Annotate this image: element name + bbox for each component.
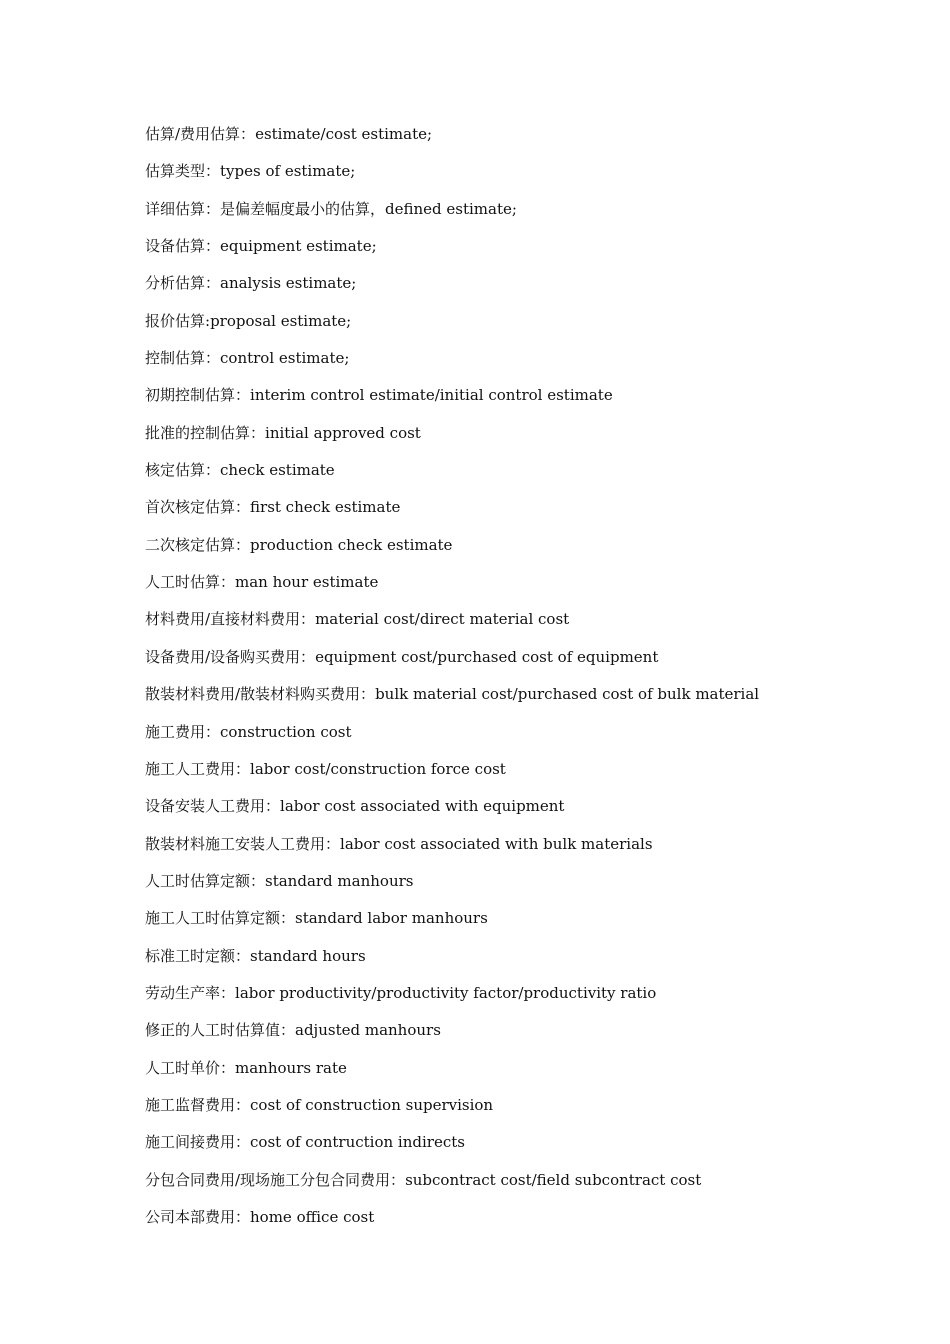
- term-chinese: 施工监督费用：: [145, 1095, 251, 1114]
- term-chinese: 施工人工费用：: [145, 759, 251, 778]
- term-chinese: 施工间接费用：: [145, 1133, 251, 1152]
- glossary-entry: [145, 570, 905, 607]
- term-english: manhours rate: [235, 1058, 347, 1077]
- term-chinese: 设备估算：: [145, 237, 221, 256]
- term-chinese: 详细估算：是偏差幅度最小的估算，: [145, 199, 386, 218]
- term-english: construction cost: [220, 722, 352, 741]
- glossary-entry: [145, 383, 905, 420]
- term-chinese: 分包合同费用/现场施工分包合同费用：: [145, 1170, 406, 1189]
- term-english: types of estimate;: [220, 162, 356, 181]
- term-chinese: 首次核定估算：: [145, 498, 251, 517]
- glossary-entry: [145, 458, 905, 495]
- glossary-entry: [145, 720, 905, 757]
- glossary-entry: [145, 944, 905, 981]
- term-chinese: 材料费用/直接材料费用：: [145, 610, 316, 629]
- glossary-entry: [145, 1168, 905, 1205]
- term-chinese: 初期控制估算：: [145, 386, 251, 405]
- glossary-entry: [145, 234, 905, 271]
- glossary-entry: [145, 645, 905, 682]
- term-english: analysis estimate;: [220, 274, 357, 293]
- term-english: subcontract cost/field subcontract cost: [405, 1170, 702, 1189]
- glossary-entry: [145, 794, 905, 831]
- glossary-entry: [145, 832, 905, 869]
- glossary-entry: [145, 495, 905, 532]
- glossary-entry: [145, 906, 905, 943]
- term-english: man hour estimate: [235, 573, 379, 592]
- glossary-entry: [145, 682, 905, 719]
- term-chinese: 报价估算:: [145, 311, 211, 330]
- term-english: standard labor manhours: [295, 909, 488, 928]
- term-chinese: 施工人工时估算定额：: [145, 909, 296, 928]
- term-english: labor cost associated with bulk materials: [340, 834, 653, 853]
- term-english: check estimate: [220, 461, 335, 480]
- glossary-entry: [145, 197, 905, 234]
- term-chinese: 估算类型：: [145, 162, 221, 181]
- term-chinese: 人工时估算定额：: [145, 871, 266, 890]
- term-chinese: 散装材料施工安装人工费用：: [145, 834, 341, 853]
- term-chinese: 设备安装人工费用：: [145, 797, 281, 816]
- glossary-entry: [145, 607, 905, 644]
- glossary-entry: [145, 757, 905, 794]
- glossary-entry: [145, 869, 905, 906]
- term-chinese: 施工费用：: [145, 722, 221, 741]
- term-english: defined estimate;: [385, 199, 517, 218]
- term-english: cost of contruction indirects: [250, 1133, 465, 1152]
- term-english: standard hours: [250, 946, 366, 965]
- term-chinese: 设备费用/设备购买费用：: [145, 647, 316, 666]
- glossary-entry: [145, 346, 905, 383]
- term-english: labor cost/construction force cost: [250, 759, 506, 778]
- term-english: cost of construction supervision: [250, 1095, 494, 1114]
- term-english: bulk material cost/purchased cost of bulk material: [375, 685, 760, 704]
- term-english: control estimate;: [220, 349, 350, 368]
- glossary-entry: [145, 1093, 905, 1130]
- term-chinese: 人工时估算：: [145, 573, 236, 592]
- glossary-entry: [145, 981, 905, 1018]
- term-english: standard manhours: [265, 871, 414, 890]
- term-chinese: 公司本部费用：: [145, 1207, 251, 1226]
- term-english: material cost/direct material cost: [315, 610, 570, 629]
- term-english: adjusted manhours: [295, 1021, 441, 1040]
- term-chinese: 二次核定估算：: [145, 535, 251, 554]
- glossary-entry: [145, 421, 905, 458]
- glossary-entry: [145, 1018, 905, 1055]
- glossary-entry: [145, 1056, 905, 1093]
- term-chinese: 标准工时定额：: [145, 946, 251, 965]
- term-english: labor productivity/productivity factor/productivity ratio: [235, 983, 657, 1002]
- term-chinese: 批准的控制估算：: [145, 423, 266, 442]
- glossary-entry: [145, 159, 905, 196]
- term-chinese: 散装材料费用/散装材料购买费用：: [145, 685, 376, 704]
- term-chinese: 人工时单价：: [145, 1058, 236, 1077]
- glossary-entry: [145, 271, 905, 308]
- glossary-entry: [145, 533, 905, 570]
- term-chinese: 修正的人工时估算值：: [145, 1021, 296, 1040]
- term-chinese: 分析估算：: [145, 274, 221, 293]
- glossary-entry: [145, 1205, 905, 1242]
- term-chinese: 核定估算：: [145, 461, 221, 480]
- term-english: interim control estimate/initial control estimate: [250, 386, 613, 405]
- glossary-list: [145, 122, 905, 1242]
- glossary-entry: [145, 122, 905, 159]
- term-chinese: 估算/费用估算：: [145, 125, 256, 143]
- term-english: initial approved cost: [265, 423, 421, 442]
- term-english: production check estimate: [250, 535, 453, 554]
- term-english: home office cost: [250, 1207, 375, 1226]
- term-english: proposal estimate;: [210, 311, 352, 330]
- term-english: estimate/cost estimate;: [255, 125, 433, 143]
- term-chinese: 劳动生产率：: [145, 983, 236, 1002]
- term-english: equipment estimate;: [220, 237, 377, 256]
- glossary-entry: [145, 309, 905, 346]
- term-chinese: 控制估算：: [145, 349, 221, 368]
- term-english: first check estimate: [250, 498, 401, 517]
- term-english: labor cost associated with equipment: [280, 797, 565, 816]
- glossary-entry: [145, 1130, 905, 1167]
- term-english: equipment cost/purchased cost of equipment: [315, 647, 659, 666]
